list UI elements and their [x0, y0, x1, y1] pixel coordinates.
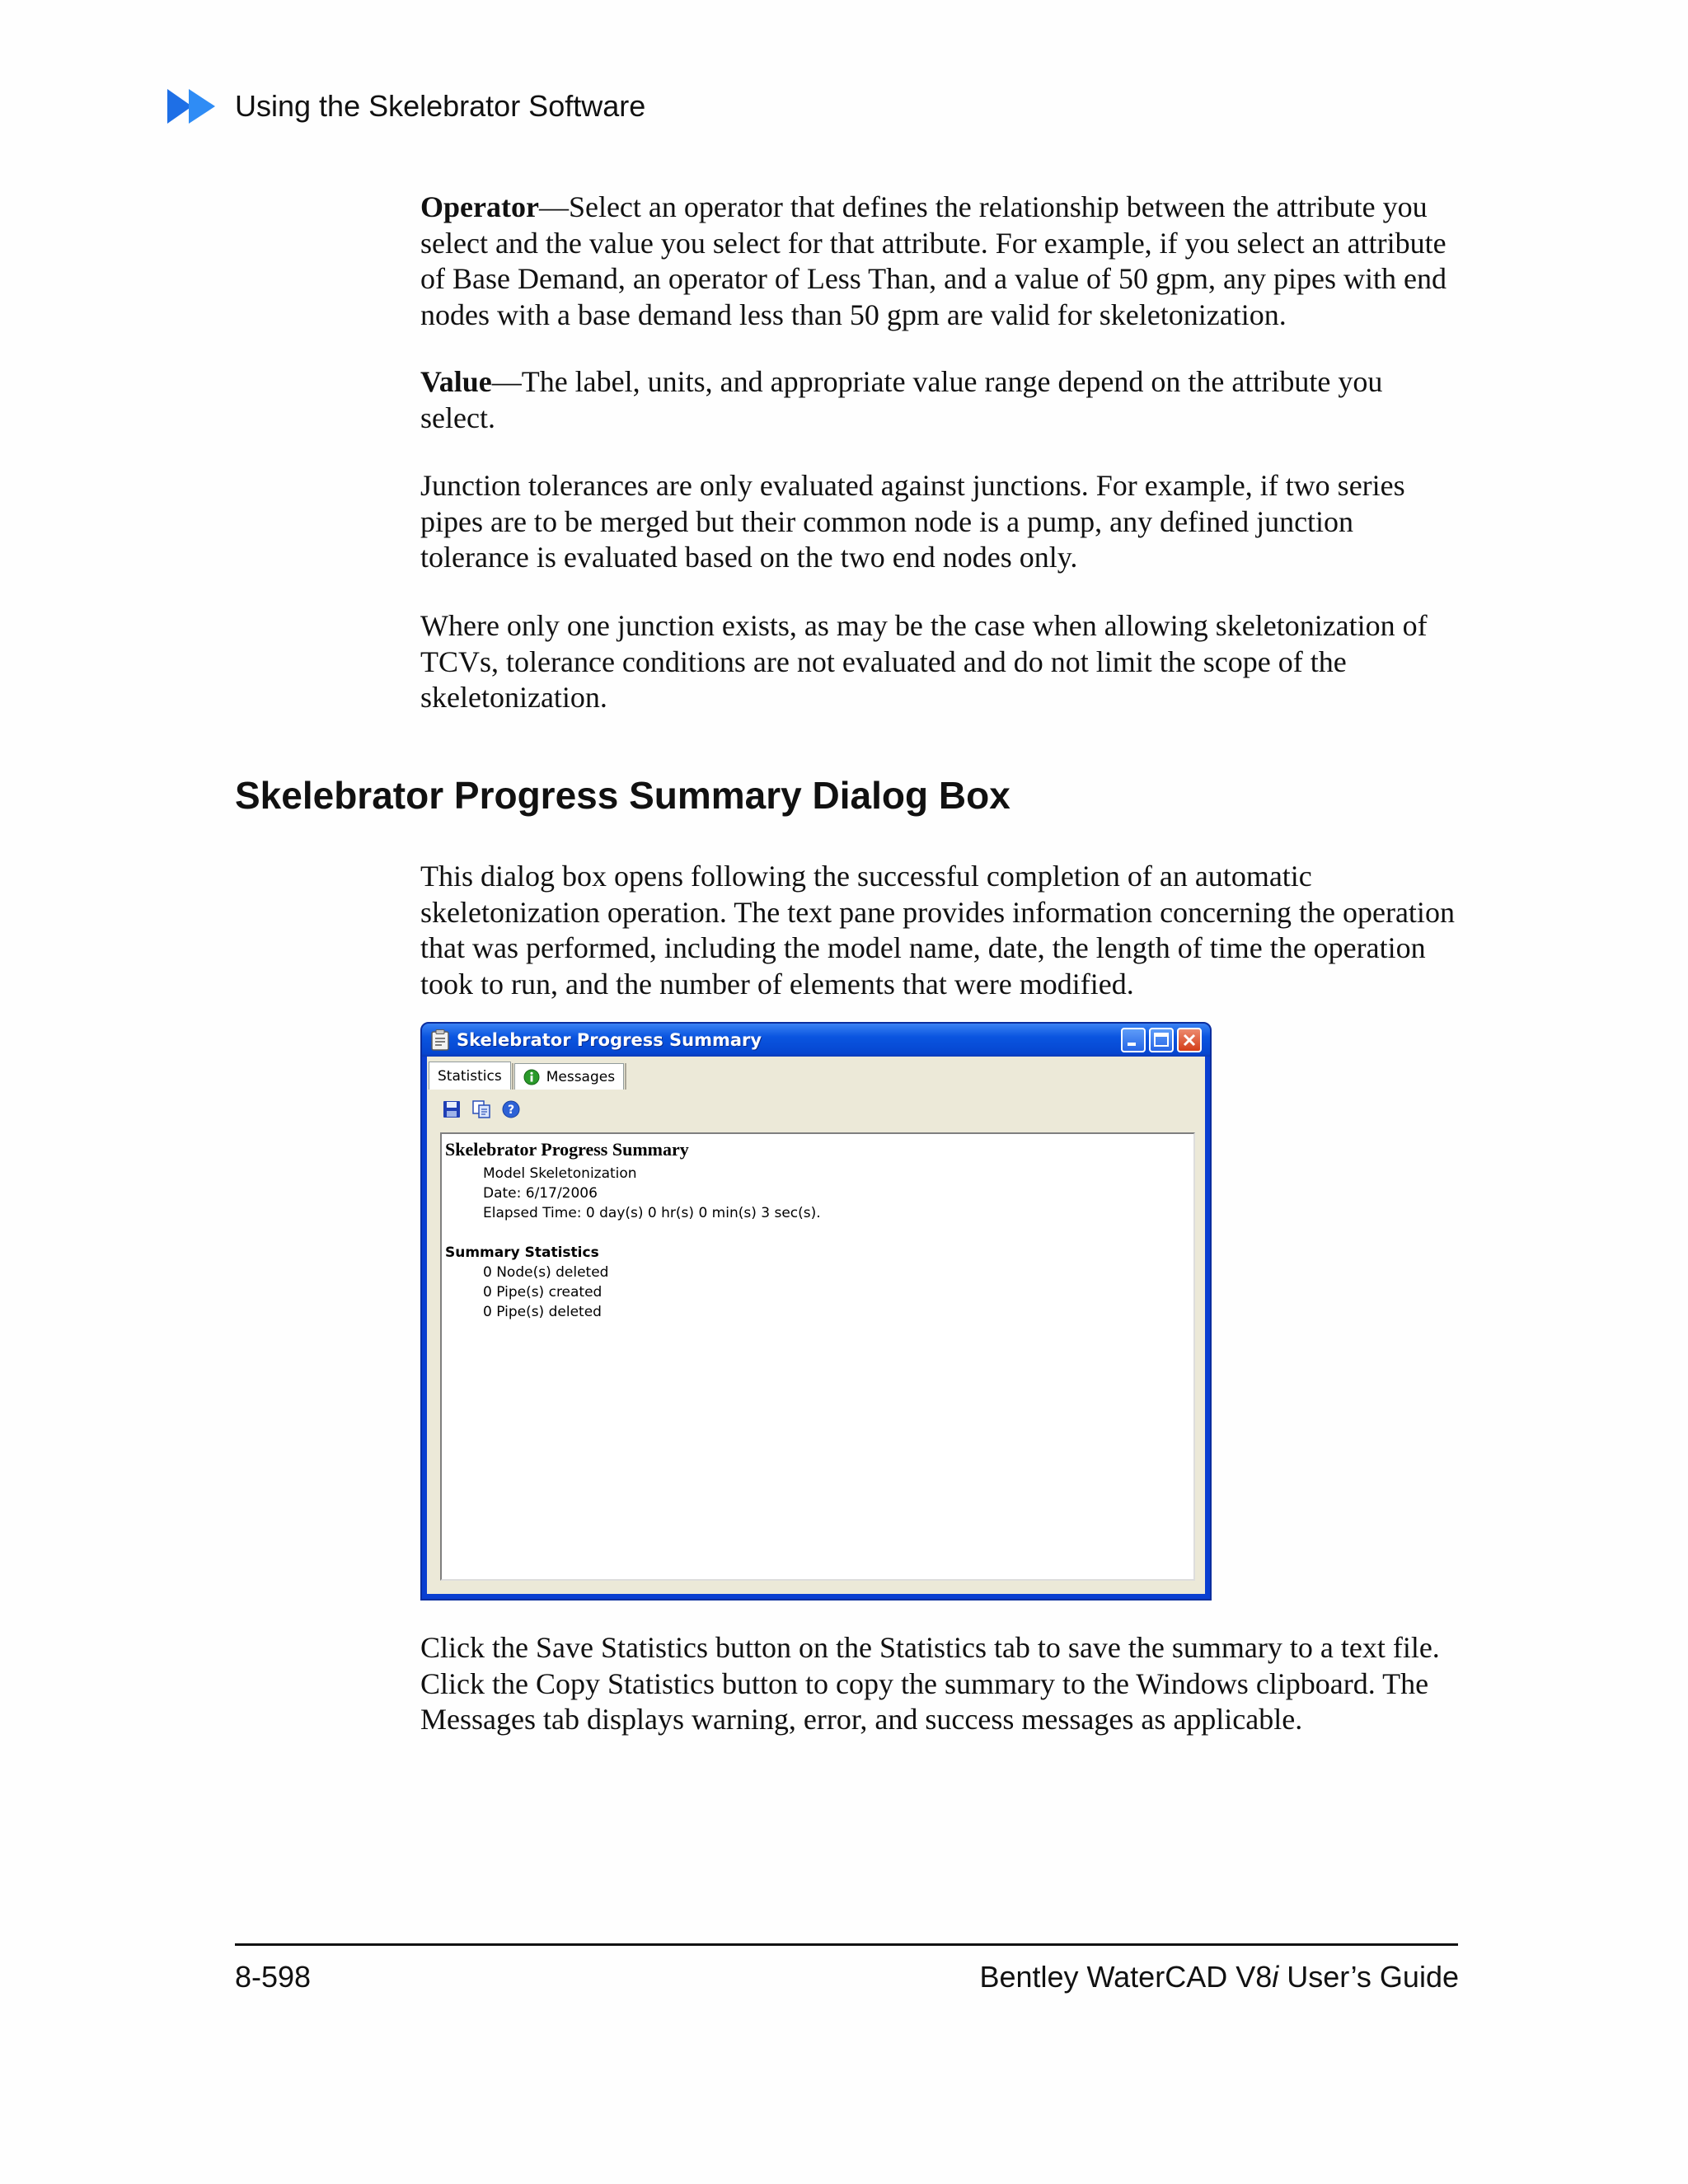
- svg-text:?: ?: [507, 1104, 515, 1117]
- progress-summary-dialog: [420, 1022, 1212, 1601]
- running-header: [167, 86, 645, 127]
- statistics-toolbar: [442, 1099, 521, 1122]
- maximize-icon: [1151, 1029, 1172, 1051]
- value-text: —The label, units, and appropriate value range depend on the attribute you select.: [420, 365, 1383, 434]
- guide-title: [971, 1960, 1459, 1994]
- maximize-button[interactable]: [1149, 1028, 1174, 1052]
- tab-divider: [625, 1063, 626, 1090]
- info-icon: [523, 1069, 540, 1085]
- dialog-title-bar[interactable]: [422, 1024, 1210, 1057]
- value-term: Value: [420, 365, 492, 398]
- tab-messages[interactable]: [514, 1063, 624, 1090]
- tab-divider: [512, 1063, 513, 1090]
- elapsed-line: Elapsed Time: 0 day(s) 0 hr(s) 0 min(s) 3 sec(s).: [483, 1205, 821, 1221]
- operator-paragraph: [420, 190, 1459, 333]
- close-icon: [1179, 1029, 1200, 1051]
- guide-title-prefix: Bentley WaterCAD V8: [979, 1960, 1273, 1994]
- footer-rule: [235, 1943, 1458, 1946]
- date-line: Date: 6/17/2006: [483, 1185, 598, 1202]
- tab-statistics-label: Statistics: [438, 1067, 502, 1085]
- tab-statistics[interactable]: [429, 1062, 511, 1090]
- dialog-title: Skelebrator Progress Summary: [457, 1030, 762, 1050]
- help-icon: [501, 1099, 521, 1119]
- dialog-client-area: [427, 1057, 1205, 1594]
- intro-text: This dialog box opens following the successful completion of an automatic skeletonization operation. The text pane provides information concerning the operation that was performed, including the model name, date, the length of time the operation took to run, and the number of elements that were modified.: [420, 860, 1455, 1001]
- pipes-created-line: 0 Pipe(s) created: [483, 1284, 603, 1301]
- section-heading: Skelebrator Progress Summary Dialog Box: [235, 774, 1010, 817]
- close-button[interactable]: [1177, 1028, 1202, 1052]
- page-number: 8-598: [235, 1960, 312, 1994]
- help-button[interactable]: [501, 1099, 521, 1122]
- operator-term: Operator: [420, 190, 539, 223]
- one-junction-paragraph: [420, 608, 1459, 716]
- pane-title: Skelebrator Progress Summary: [445, 1139, 689, 1160]
- guide-title-italic: i: [1272, 1960, 1279, 1994]
- double-arrow-icon: [167, 89, 218, 124]
- operator-text: —Select an operator that defines the relationship between the attribute you select and the value you select for that attribute. For example, if you select an attribute of Base Demand, an operator of Less Than, and a value of 50 gpm, any pipes with end nodes with a base demand less than 50 gpm are valid for skeletonization.: [420, 190, 1447, 331]
- tab-messages-label: Messages: [546, 1068, 616, 1085]
- one-junction-text: Where only one junction exists, as may be the case when allowing skeletonization of TCVs, tolerance conditions are not evaluated and do not limit the scope of the skeletonization.: [420, 609, 1428, 714]
- nodes-deleted-line: 0 Node(s) deleted: [483, 1264, 609, 1281]
- summary-statistics-heading: Summary Statistics: [445, 1244, 599, 1261]
- minimize-icon: [1123, 1029, 1144, 1051]
- copy-icon: [471, 1099, 491, 1119]
- junction-tolerances-text: Junction tolerances are only evaluated against junctions. For example, if two series pipes are to be merged but their common node is a pump, any defined junction tolerance is evaluated based on the two end nodes only.: [420, 469, 1405, 574]
- model-line: Model Skeletonization: [483, 1165, 637, 1182]
- intro-paragraph: [420, 859, 1459, 1002]
- summary-text-pane[interactable]: [440, 1132, 1195, 1581]
- pipes-deleted-line: 0 Pipe(s) deleted: [483, 1304, 602, 1320]
- header-title: Using the Skelebrator Software: [235, 89, 646, 123]
- copy-statistics-button[interactable]: [471, 1099, 491, 1122]
- value-paragraph: [420, 364, 1459, 436]
- save-statistics-button[interactable]: [442, 1099, 462, 1122]
- clipboard-icon: [430, 1029, 450, 1051]
- junction-tolerances-paragraph: [420, 468, 1459, 576]
- after-paragraph: [420, 1630, 1459, 1738]
- after-text: Click the Save Statistics button on the Statistics tab to save the summary to a text file. Click the Copy Statistics button to copy the summary to the Windows clipboard. The Messages tab displays warning, error, and success messages as applicable.: [420, 1631, 1440, 1736]
- minimize-button[interactable]: [1121, 1028, 1146, 1052]
- guide-title-suffix: User’s Guide: [1278, 1960, 1459, 1994]
- save-icon: [442, 1099, 462, 1119]
- tab-strip: [429, 1062, 627, 1090]
